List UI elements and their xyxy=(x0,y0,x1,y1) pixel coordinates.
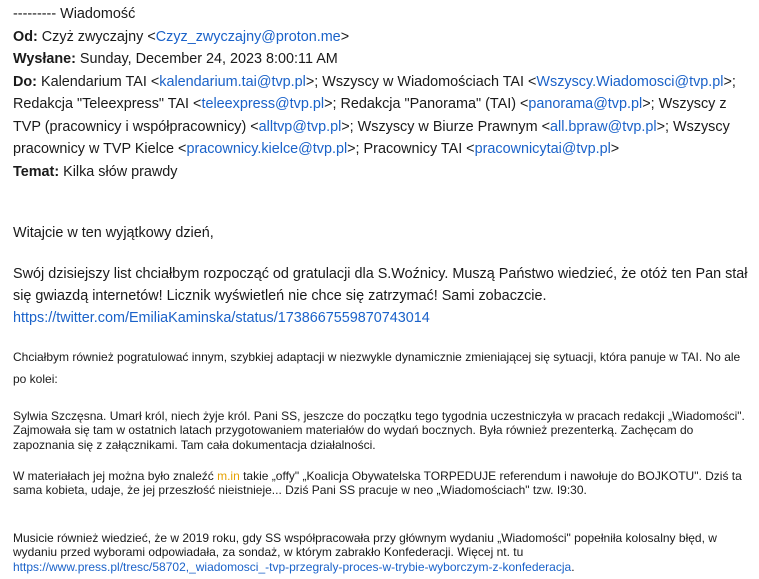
from-email-link[interactable]: Czyz_zwyczajny@proton.me xyxy=(155,28,341,45)
subject-value: Kilka słów prawdy xyxy=(63,163,178,180)
period: . xyxy=(571,559,575,574)
paragraph-ss: Sylwia Szczęsna. Umarł król, niech żyje król. Pani SS, jeszcze do początku tego tygodnia uczestniczyła w pracach redakcji „Wiadomości". Zajmowała się tam w ostatnich latach przygotowaniem materiałów do wydań bocznych. Była również prezenterką. Zachęcam do zapoznania się z załącznikami. Tam cała dokumentacja działalności. xyxy=(13,409,745,452)
to-email-link[interactable]: pracownicytai@tvp.pl xyxy=(474,141,611,157)
to-email-link[interactable]: panorama@tvp.pl xyxy=(528,96,643,112)
paragraph-2019 xyxy=(13,531,751,574)
sent-row xyxy=(13,48,751,71)
paragraph-congrats: Chciałbym również pogratulować innym, szybkiej adaptacji w niezwykle dynamicznie zmieniającej się sytuacji, która panuje w TAI. No ale po kolei: xyxy=(13,350,741,386)
to-text: >; Wszyscy pracownicy w TVP Kielce < xyxy=(13,118,730,157)
paragraph-materials xyxy=(13,469,751,498)
from-row xyxy=(13,26,751,49)
press-link[interactable]: https://www.press.pl/tresc/58702,_wiadomosci_-tvp-przegraly-proces-w-trybie-wyborczym-z-konfederacja xyxy=(13,559,572,574)
from-close: > xyxy=(340,28,350,45)
paragraph-materials-text: W materiałach jej można było znaleźć xyxy=(13,469,218,483)
to-text: >; Redakcja "Panorama" (TAI) < xyxy=(324,96,529,112)
to-text: >; Wszyscy z TVP (pracownicy i współpracownicy) < xyxy=(13,96,727,135)
email-header xyxy=(13,3,751,183)
paragraph-intro-text: Swój dzisiejszy list chciałbym rozpocząć od gratulacji dla S.Woźnicy. Muszą Państwo wiedzieć, że otóż ten Pan stał się gwiazdą internetów! Licznik wyświetleń nie chce się zatrzymać! Sami zobaczcie. xyxy=(13,266,748,304)
to-text: >; Wszyscy w Biurze Prawnym < xyxy=(341,118,550,135)
paragraph-2019-text: Musicie również wiedzieć, że w 2019 roku, gdy SS współpracowała przy głównym wydaniu „Wiadomości" popełniła kolosalny błęd, w wydaniu przed wyborami odpowiadała, za sondaż, w którym zabrakło Konfederacji. Więcej nt. tu xyxy=(13,531,717,560)
paragraph-intro xyxy=(13,263,751,329)
subject-row xyxy=(13,161,751,184)
to-text: >; Wszyscy w Wiadomościach TAI < xyxy=(305,73,537,90)
to-row xyxy=(13,71,751,161)
to-email-link[interactable]: pracownicy.kielce@tvp.pl xyxy=(186,141,348,157)
twitter-link[interactable]: https://twitter.com/EmiliaKaminska/status/1738667559870743014 xyxy=(13,310,430,326)
to-email-link[interactable]: Wszyscy.Wiadomosci@tvp.pl xyxy=(536,73,724,90)
to-email-link[interactable]: alltvp@tvp.pl xyxy=(258,118,342,135)
to-email-link[interactable]: teleexpress@tvp.pl xyxy=(201,96,325,112)
to-email-link[interactable]: kalendarium.tai@tvp.pl xyxy=(159,73,306,90)
subject-label: Temat: xyxy=(13,163,60,180)
to-text: > xyxy=(610,141,620,157)
from-name: Czyż zwyczajny < xyxy=(41,28,156,45)
paragraph-materials-text-2: takie „offy" „Koalicja Obywatelska TORPEDUJE referendum i nawołuje do BOJKOTU". Dziś ta sama kobieta, udaje, że jej przeszłość nieistnieje... Dziś Pani SS pracuje w neo „Wiadomościach" tzw. I9:30. xyxy=(13,469,742,498)
message-separator: --------- Wiadomość xyxy=(13,6,136,22)
from-label: Od: xyxy=(13,28,38,45)
highlight-link[interactable]: m.in xyxy=(217,469,240,483)
to-label: Do: xyxy=(13,73,37,90)
to-text: >; Pracownicy TAI < xyxy=(347,141,475,157)
to-text: Kalendarium TAI < xyxy=(40,73,160,90)
greeting: Witajcie w ten wyjątkowy dzień, xyxy=(13,225,214,241)
to-text: >; Redakcja "Teleexpress" TAI < xyxy=(13,73,736,112)
sent-label: Wysłane: xyxy=(13,51,76,67)
to-email-link[interactable]: all.bpraw@tvp.pl xyxy=(550,118,657,135)
sent-value: Sunday, December 24, 2023 8:00:11 AM xyxy=(79,51,338,67)
